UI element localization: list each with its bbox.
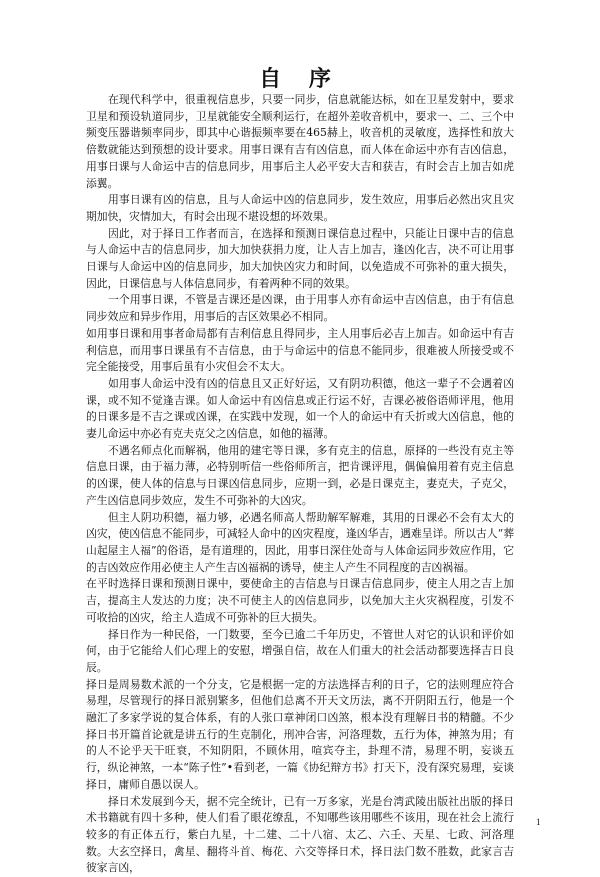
paragraph: 如用事日课和用事者命局都有吉利信息且得同步，主人用事后必吉上加吉。如命运中有吉利信息，而用事日课虽有不吉信息，由于与命运中的信息不能同步，很难被人所接受或不完全能接受，用事后虽有小灾但会不太大。 — [86, 326, 514, 374]
paragraph: 用事日课有凶的信息，且与人命运中凶的信息同步，发生效应，用事后必然出灾且灾期加快，灾情加大，有时会出现不堪设想的坏效果。 — [86, 193, 514, 223]
paragraph: 在平时选择日课和预测日课中，要使命主的吉信息与日课吉信息同步，使主人用之吉上加吉，提高主人发达的力度；决不可使主人的凶信息同步，以免加大主火灾祸程度，引发不可收拾的凶灾，给主人造成不可弥补的巨大损失。 — [86, 577, 514, 624]
paragraph: 择日术发展到今天，据不完全统计，已有一万多家，光是台湾武陵出版社出版的择日术书籍就有四十多种，使人们看了眼花缭乱，不知哪些该用哪些不该用，现在社会上流行较多的有正体五行，紫白九星，十二建、二十八宿、太乙、六壬、天星、七政、河洛理数。大玄空择日，禽星、翻将斗首、梅花、六交等择日术，择日法门数不胜数，此家言吉彼家言凶， — [86, 794, 514, 875]
paragraph: 不遇名师点化而解祸，他用的建宅等日课，多有克主的信息，原择的一些没有克主等信息日课，由于福力薄，必特别听信一些俗师所言，把肯课评甩，偶偏偏用着有克主信息的凶课，使人体的信息与日课凶信息同步，应期一到，必是日课克主，妻克夫，子克父，产生凶信息同步效应，发生不可弥补的大凶灾。 — [86, 443, 514, 507]
paragraph: 择日是周易数术派的一个分支，它是根据一定的方法选择吉利的日子，它的法则理应符合易理，尽管现行的择日派别繁多，但他们总离不开天文历法，离不开阴阳五行，他是一个融汇了多家学说的复合体系，有的人张口章神闭口凶煞，根本没有理解日书的精髓。不少择日书开篇首论就是讲五行的生克制化，刑冲合害，河洛理数，五行为体，神煞为用；有的人不论乎天干旺衰，不知阴阳，不顾休用，喧宾夺主，卦理不清，易理不明，妄谈五行，纵论神煞，一本“陈子性”•看到老，一篇《协纪辩方书》打天下，没有深究易理，妄谈择日，庸师自愚以误人。 — [86, 677, 514, 791]
paragraph: 如用事人命运中没有凶的信息且又正好好运，又有阴功积德，他这一辈子不会遇着凶课，或不知不觉逢吉课。如人命运中有凶信息或正行运不好，吉课必被俗语师评甩，他用的日课多是不吉之课或凶课，在实践中发现，如一个人的命运中有夭折或大凶信息，他的妻儿命运中亦必有克夫克父之凶信息，如他的福薄。 — [86, 376, 514, 441]
body-text — [86, 92, 514, 877]
paragraph: 但主人阴功积德，福力够，必遇名师高人帮助解军解难，其用的日课必不会有太大的凶灾，使凶信息不能同步，可减轻人命中的凶灾程度，逢凶华吉，遇难呈详。所以古人“葬山起屋主人福”的俗语，是有道理的，因此，用事日深住处奇与人体命运同步效应作用，它的吉凶效应作用必使主人产生吉凶福祸的诱导，使主人产生不同程度的吉凶祸福。 — [86, 510, 514, 574]
paragraph: 择日作为一种民俗，一门数要，至今已逾二千年历史，不管世人对它的认识和评价如何，由于它能给人们心理上的安慰，增强自信，故在人们重大的社会活动都要选择吉日良辰。 — [86, 627, 514, 674]
paragraph: 因此，对于择日工作者而言，在选择和预测日课信息过程中，只能让日课中吉的信息与人命运中吉的信息同步，加大加快获捐力度，让人吉上加吉，逢凶化吉，决不可让用事日课与人命运中凶的信息同步，加大加快凶灾力和时间，以免造成不可弥补的重大损失，因此，日课信息与人体信息同步，有着两种不同的效果。 — [86, 226, 514, 290]
page-title: 自 序 — [259, 67, 341, 92]
page-number: 1 — [536, 817, 541, 827]
paragraph: 一个用事日课，不管是吉课还是凶课，由于用事人亦有命运中吉凶信息，由于有信息同步效应和异步作用，用事后的吉区效果必不相同。 — [86, 293, 514, 324]
paragraph: 在现代科学中，很重视信息步，只要一同步，信息就能达标，如在卫星发射中，要求卫星和预设轨道同步，卫星就能安全顺利运行，在超外差收音机中，要求一、二、三个中频变压器谐频率同步，即其中心谐振频率要在465赫上，收音机的灵敏度，选择性和放大倍数就能达到预想的设计要求。用事日课有吉有凶信息，而人体在命运中亦有吉凶信息，用事日课与人命运中吉的信息同步，用事后主人必平安大吉和获吉，有时会吉上加吉如虎添翼。 — [86, 93, 514, 190]
